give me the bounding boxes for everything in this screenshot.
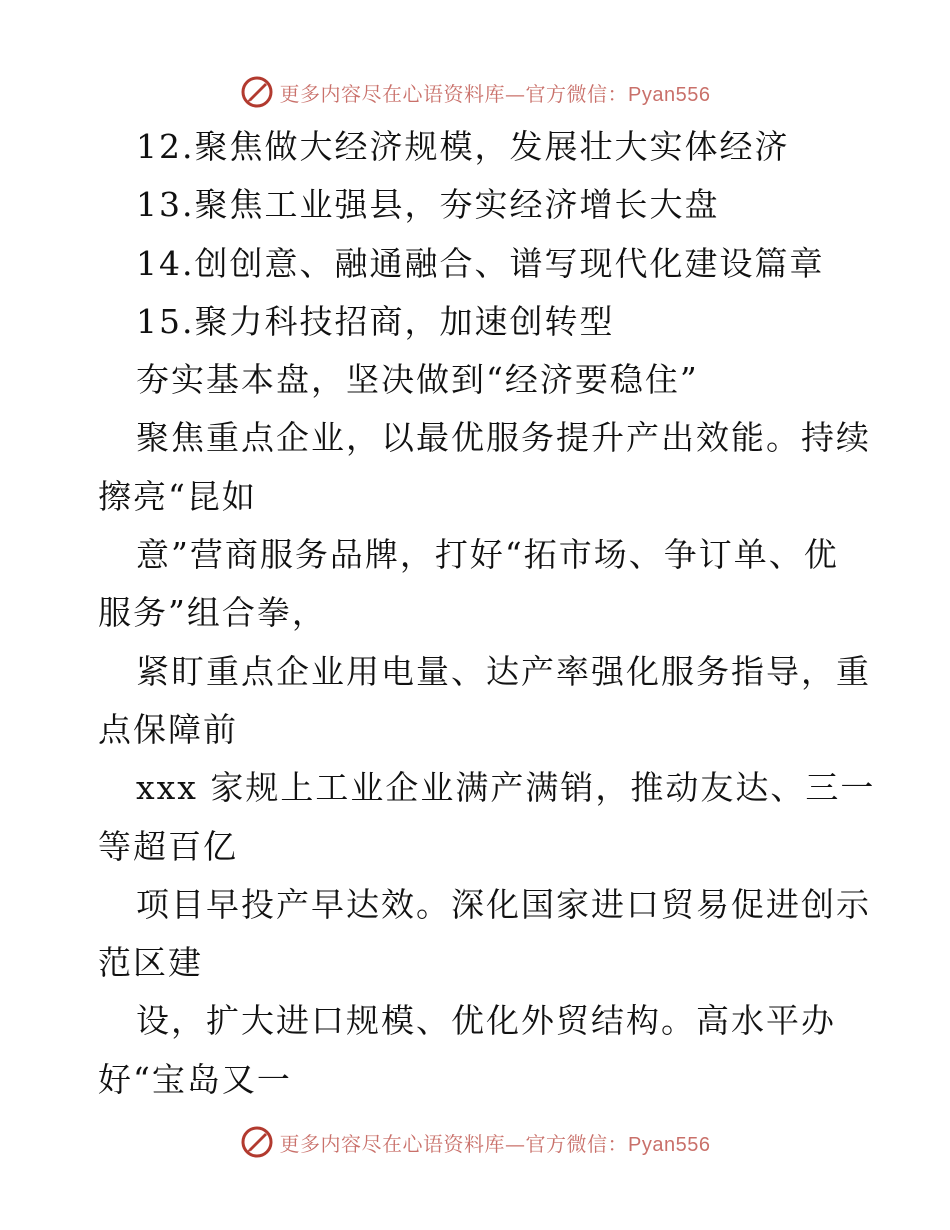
body-line: 夯实基本盘，坚决做到“经济要稳住”: [136, 360, 699, 400]
footer-watermark: [0, 1122, 950, 1162]
body-line: 聚焦重点企业，以最优服务提升产出效能。持续: [136, 418, 871, 458]
body-line: 点保障前: [98, 709, 238, 749]
body-line: 紧盯重点企业用电量、达产率强化服务指导，重: [136, 651, 871, 691]
body-line: xxx 家规上工业企业满产满销，推动友达、三一: [136, 768, 876, 808]
body-line: 范区建: [98, 943, 203, 983]
document-body: [98, 118, 876, 1109]
body-line: 项目早投产早达效。深化国家进口贸易促进创示: [136, 884, 871, 924]
body-line: 设，扩大进口规模、优化外贸结构。高水平办: [136, 1001, 836, 1041]
watermark-text: 更多内容尽在心语资料库—官方微信：Pyan556: [279, 1131, 711, 1156]
body-line: 好“宝岛又一: [98, 1059, 292, 1099]
body-line: 14.创创意、融通融合、谱写现代化建设篇章: [136, 243, 825, 283]
body-line: 13.聚焦工业强县，夯实经济增长大盘: [136, 185, 720, 225]
body-line: 等超百亿: [98, 826, 238, 866]
body-line: 擦亮“昆如: [98, 476, 257, 516]
header-watermark: [0, 72, 950, 112]
pen-logo-icon: [240, 75, 274, 109]
pen-logo-icon: [240, 1125, 274, 1159]
body-line: 12.聚焦做大经济规模，发展壮大实体经济: [136, 127, 790, 166]
body-line: 意”营商服务品牌，打好“拓市场、争订单、优: [136, 535, 839, 575]
body-line: 15.聚力科技招商，加速创转型: [136, 301, 615, 341]
body-line: 服务”组合拳，: [98, 593, 327, 633]
watermark-text: 更多内容尽在心语资料库—官方微信：Pyan556: [279, 81, 711, 106]
